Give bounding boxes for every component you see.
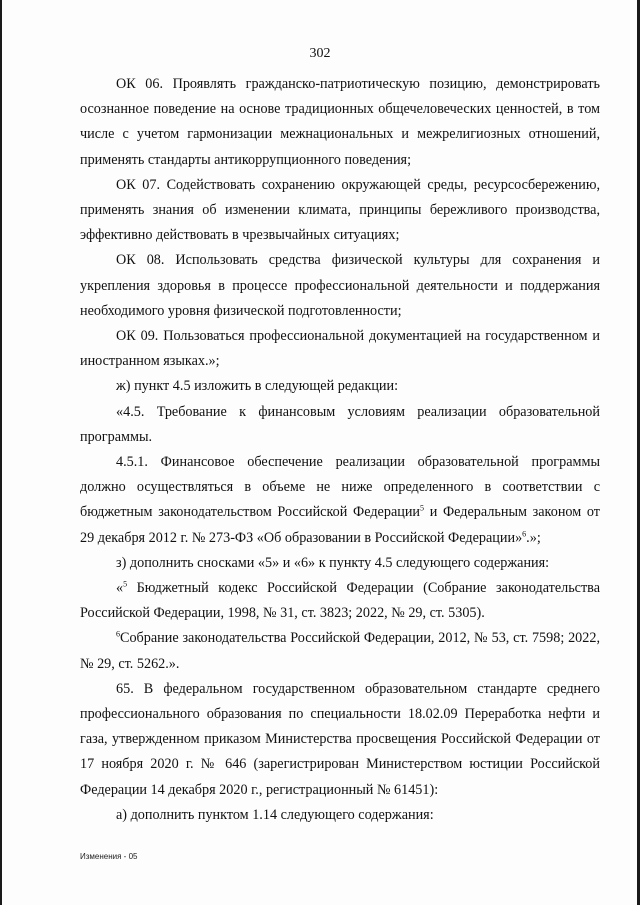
page-number: 302 xyxy=(309,46,331,61)
footnote-6-text: Собрание законодательства Российской Федерации, 2012, № 53, ст. 7598; 2022, № 29, ст. 5262.». xyxy=(80,630,600,672)
footnote-5 xyxy=(80,576,600,626)
paragraph-4-5-1 xyxy=(80,450,600,551)
paragraph-ok08: ОК 08. Использовать средства физической культуры для сохранения и укрепления здоровья в процессе профессиональной деятельности и поддержания необходимого уровня физической подготовленности; xyxy=(80,252,600,319)
scan-edge-left xyxy=(0,0,2,905)
paragraph-ok07: ОК 07. Содействовать сохранению окружающей среды, ресурсосбережению, применять знания об изменении климата, принципы бережливого производства, эффективно действовать в чрезвычайных ситуациях; xyxy=(80,176,600,244)
footnote-5-marker: 5 xyxy=(123,579,128,589)
paragraph-4-5: «4.5. Требование к финансовым условиям реализации образовательной программы. xyxy=(80,403,600,445)
paragraph-65: 65. В федеральном государственном образовательном стандарте среднего профессионального образования по специальности 18.02.09 Переработка нефти и газа, утвержденном приказом Министерства просвещения Российской Федерации от 17 ноября 2020 г. № 646 (зарегистрирован Министерством юстиции Российской Федерации 14 декабря 2020 г., регистрационный № 61451): xyxy=(80,680,600,798)
footnote-ref-6: 6 xyxy=(522,528,527,538)
footnote-5-prefix: « xyxy=(116,580,124,597)
footnote-6 xyxy=(80,626,600,676)
paragraph-ok06: ОК 06. Проявлять гражданско-патриотическую позицию, демонстрировать осознанное поведение на основе традиционных общечеловеческих ценностей, в том числе с учетом гармонизации межнациональных и межрелигиозных отношений, применять стандарты антикоррупционного поведения; xyxy=(80,76,600,168)
body-text xyxy=(80,72,600,828)
footnote-5-text: Бюджетный кодекс Российской Федерации (Собрание законодательства Российской Федерации, 1998, № 31, ст. 3823; 2022, № 29, ст. 5305). xyxy=(80,580,600,622)
paragraph-ok09: ОК 09. Пользоваться профессиональной документацией на государственном и иностранном языках.»; xyxy=(80,328,600,370)
paragraph-item-zh: ж) пункт 4.5 изложить в следующей редакции: xyxy=(116,378,399,395)
paragraph-4-5-1-before: 4.5.1. Финансовое обеспечение реализации образовательной программы должно осуществляться в объеме не ниже определенного в соответствии с бюджетным законодательством Российской Федерации xyxy=(80,454,600,521)
paragraph-item-a: а) дополнить пунктом 1.14 следующего содержания: xyxy=(116,806,434,823)
paragraph-4-5-1-middle: и Федеральным законом от 29 декабря 2012 г. № 273-ФЗ «Об образовании в Российской Федерации» xyxy=(80,504,600,546)
footnote-6-marker: 6 xyxy=(116,629,120,639)
paragraph-4-5-1-after: .»; xyxy=(526,529,541,546)
paragraph-item-z: з) дополнить сносками «5» и «6» к пункту 4.5 следующего содержания: xyxy=(116,554,550,571)
footer-label: Изменения - 05 xyxy=(80,852,138,861)
footnote-ref-5: 5 xyxy=(420,503,425,513)
